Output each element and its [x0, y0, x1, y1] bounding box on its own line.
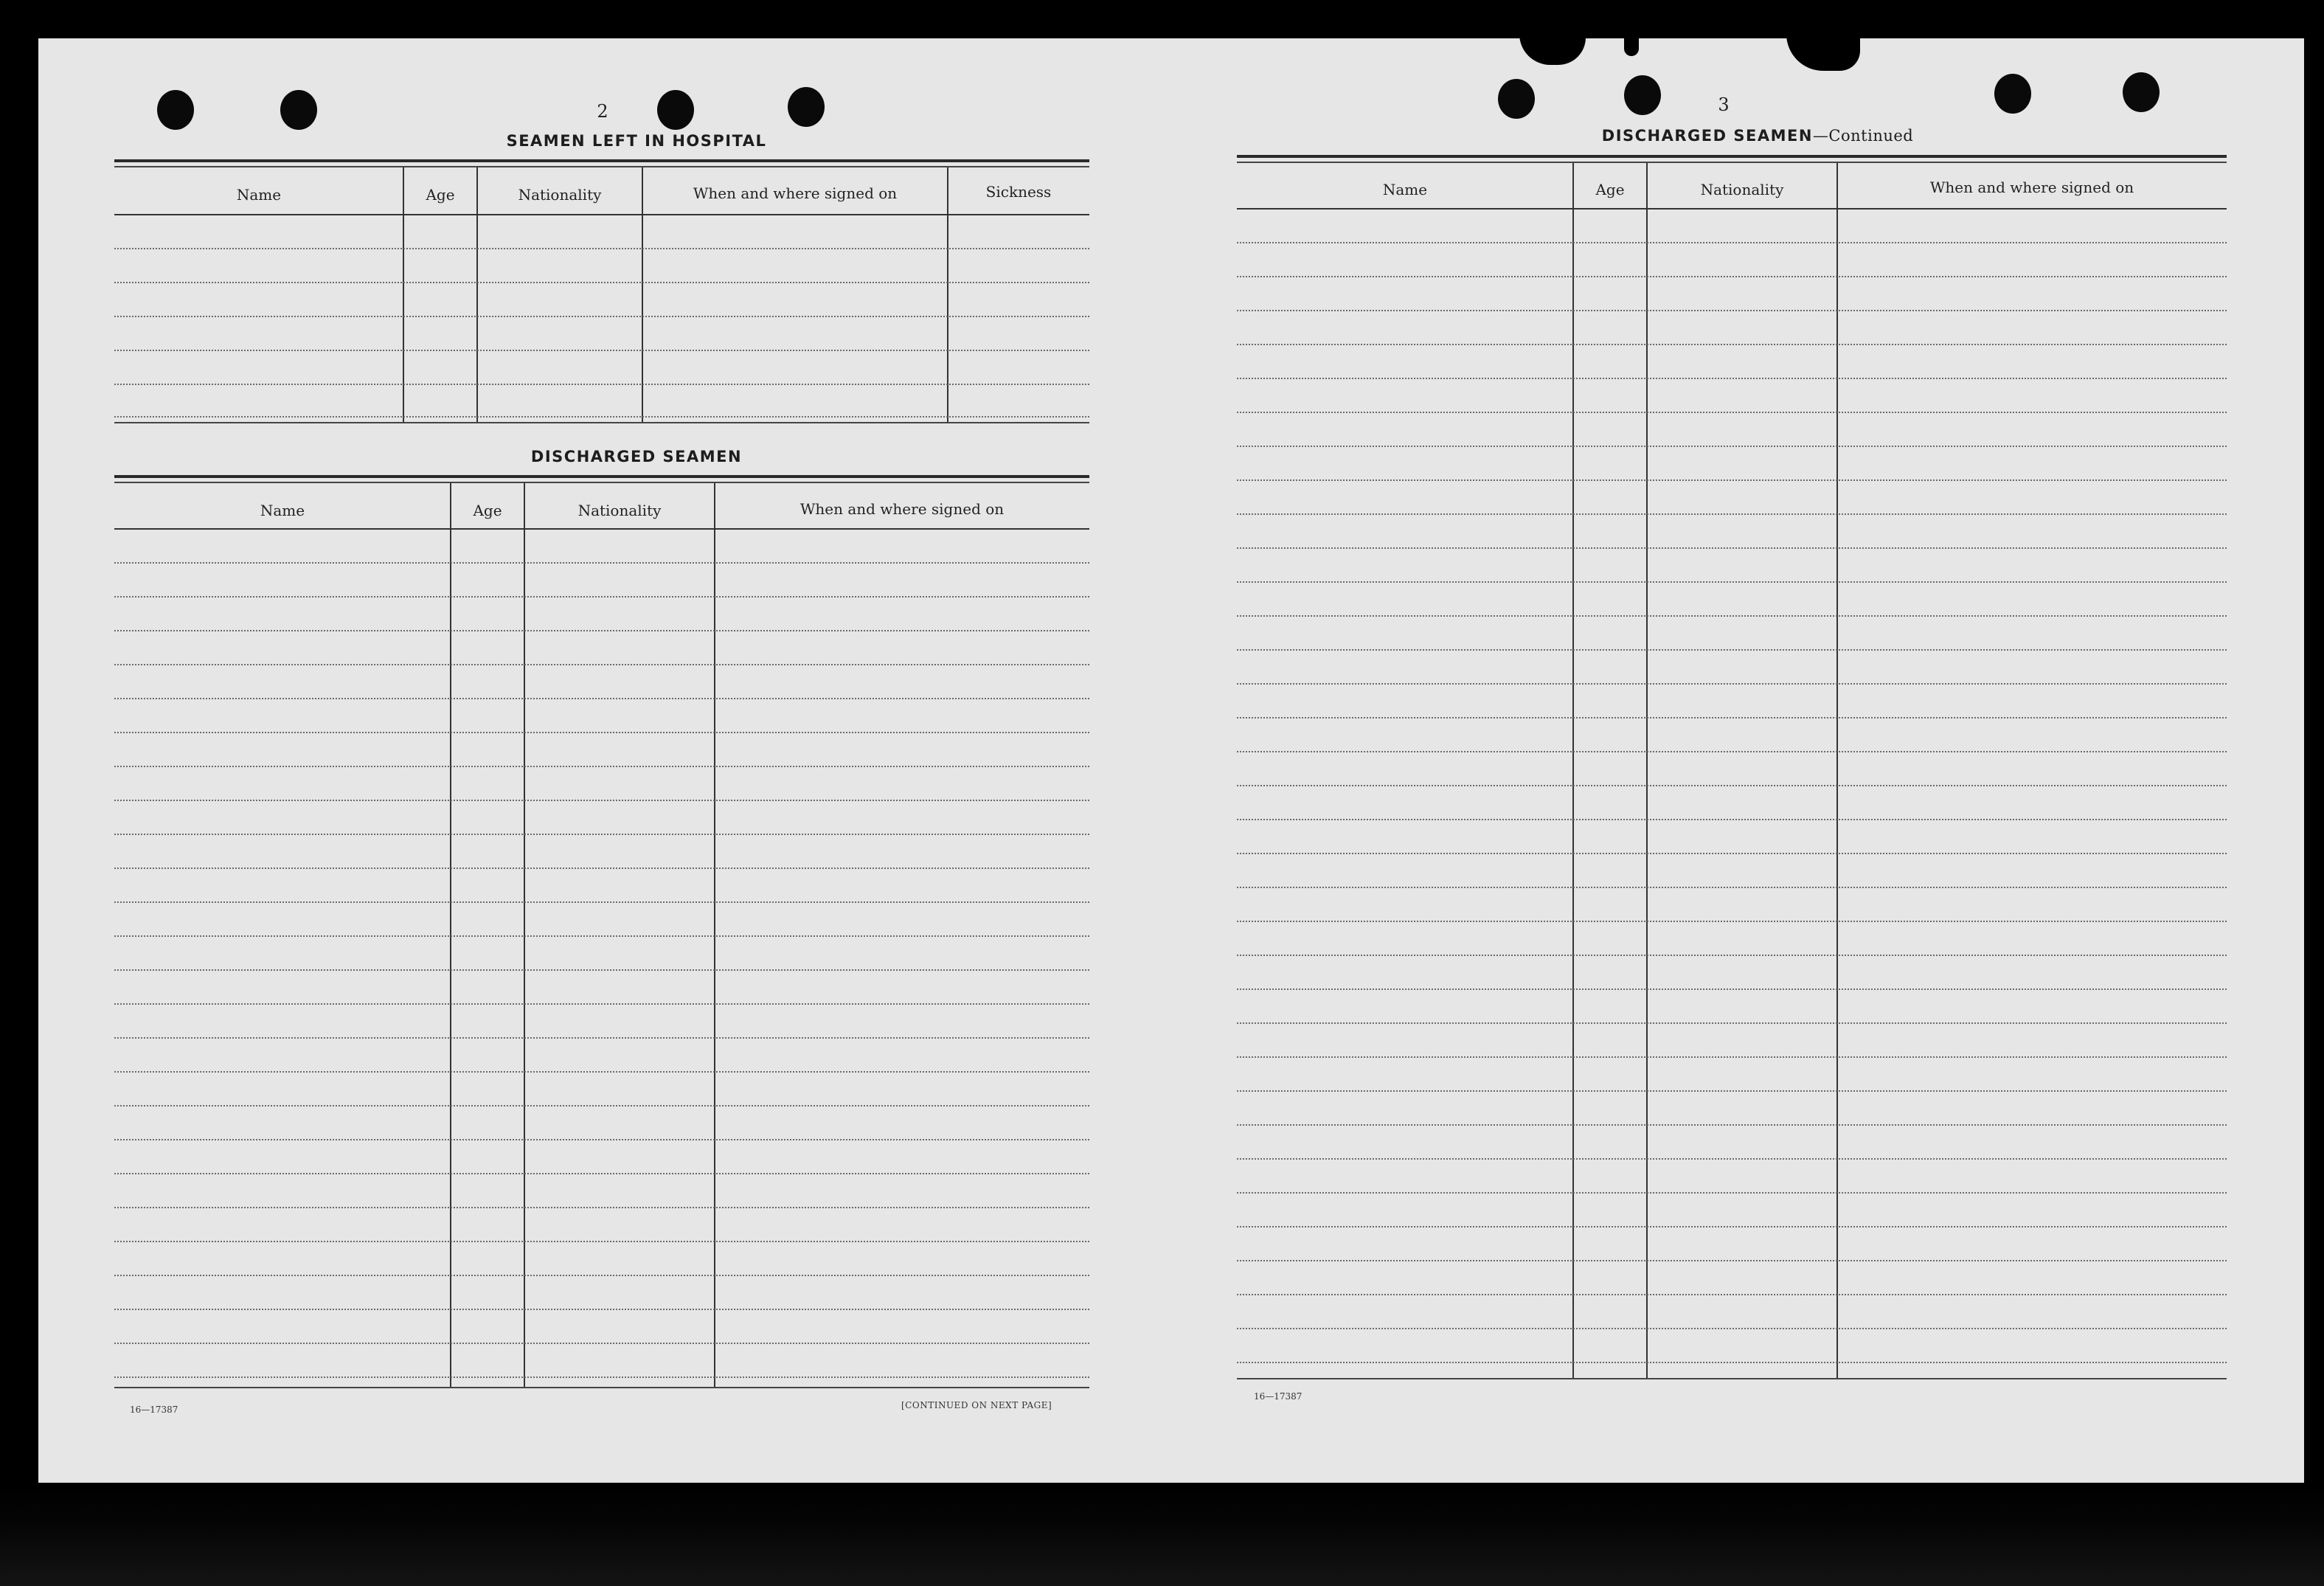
- punch-hole: [280, 90, 317, 130]
- punch-hole: [1624, 75, 1661, 115]
- table-top-rule: [1237, 162, 2227, 163]
- blank-entry-line: [1237, 310, 2227, 311]
- blank-entry-line: [1237, 819, 2227, 820]
- blank-entry-line: [1237, 1362, 2227, 1363]
- table-bottom-rule: [114, 1387, 1089, 1388]
- blank-entry-line: [114, 901, 1089, 903]
- blank-entry-line: [1237, 378, 2227, 379]
- table-top-rule: [1237, 155, 2227, 158]
- hospital-section-title: SEAMEN LEFT IN HOSPITAL: [506, 132, 767, 150]
- blank-entry-line: [114, 1207, 1089, 1208]
- blank-entry-line: [1237, 1226, 2227, 1227]
- discharged-continued-table: [1237, 155, 2227, 1424]
- column-header-signed-on: When and where signed on: [799, 500, 1005, 518]
- blank-entry-line: [1237, 785, 2227, 786]
- column-header-name: Name: [236, 186, 282, 204]
- punch-hole: [1498, 79, 1535, 119]
- continued-note: [CONTINUED ON NEXT PAGE]: [901, 1400, 1052, 1410]
- blank-entry-line: [1237, 581, 2227, 583]
- column-header-nationality: Nationality: [518, 186, 602, 204]
- blank-entry-line: [114, 416, 1089, 418]
- blank-entry-line: [1237, 1328, 2227, 1329]
- blank-entry-line: [1237, 1124, 2227, 1126]
- scan-border-top: [0, 0, 2324, 37]
- blank-entry-line: [1237, 615, 2227, 617]
- blank-entry-line: [114, 1309, 1089, 1310]
- section-title-text: DISCHARGED SEAMEN: [1601, 127, 1813, 145]
- blank-entry-line: [114, 562, 1089, 564]
- blank-entry-line: [1237, 649, 2227, 651]
- blank-entry-line: [114, 1037, 1089, 1039]
- column-divider: [1572, 163, 1574, 1379]
- blank-entry-line: [114, 596, 1089, 598]
- column-divider: [1646, 163, 1648, 1379]
- form-number: 16—17387: [130, 1405, 178, 1415]
- column-divider: [1836, 163, 1838, 1379]
- blank-entry-line: [1237, 1260, 2227, 1261]
- blank-entry-line: [114, 834, 1089, 835]
- blank-entry-line: [114, 766, 1089, 767]
- table-bottom-rule: [114, 422, 1089, 423]
- blank-entry-line: [114, 1343, 1089, 1344]
- blank-entry-line: [1237, 412, 2227, 413]
- blank-entry-line: [1237, 446, 2227, 447]
- blank-entry-line: [1237, 242, 2227, 243]
- paper-tear: [1519, 34, 1586, 65]
- blank-entry-line: [114, 384, 1089, 385]
- column-header-signed-on: When and where signed on: [1929, 179, 2134, 196]
- table-bottom-rule: [1237, 1378, 2227, 1379]
- page-number: 3: [1718, 94, 1730, 115]
- blank-entry-line: [1237, 1158, 2227, 1160]
- blank-entry-line: [1237, 751, 2227, 752]
- punch-hole: [788, 87, 825, 127]
- punch-hole: [2123, 72, 2160, 112]
- header-rule: [114, 528, 1089, 530]
- table-top-rule: [114, 159, 1089, 162]
- blank-entry-line: [1237, 955, 2227, 956]
- blank-entry-line: [114, 698, 1089, 699]
- blank-entry-line: [1237, 1090, 2227, 1092]
- column-header-sickness: Sickness: [985, 183, 1052, 201]
- column-header-age: Age: [426, 186, 455, 204]
- blank-entry-line: [1237, 344, 2227, 345]
- blank-entry-line: [114, 1003, 1089, 1005]
- column-header-signed-on: When and where signed on: [693, 184, 898, 202]
- blank-entry-line: [1237, 547, 2227, 549]
- header-rule: [114, 214, 1089, 215]
- blank-entry-line: [114, 1275, 1089, 1276]
- discharged-table: [114, 475, 1089, 1434]
- blank-entry-line: [1237, 1022, 2227, 1024]
- header-rule: [1237, 208, 2227, 209]
- blank-entry-line: [114, 800, 1089, 801]
- blank-entry-line: [114, 1241, 1089, 1242]
- document-spread: [38, 38, 2304, 1483]
- column-header-nationality: Nationality: [577, 502, 662, 519]
- blank-entry-line: [114, 969, 1089, 971]
- blank-entry-line: [1237, 887, 2227, 888]
- hospital-table: [114, 159, 1089, 435]
- blank-entry-line: [114, 1377, 1089, 1378]
- blank-entry-line: [1237, 683, 2227, 685]
- blank-entry-line: [1237, 513, 2227, 515]
- form-number: 16—17387: [1254, 1391, 1303, 1402]
- blank-entry-line: [1237, 717, 2227, 718]
- blank-entry-line: [1237, 853, 2227, 854]
- blank-entry-line: [114, 350, 1089, 351]
- blank-entry-line: [114, 248, 1089, 249]
- blank-entry-line: [114, 1173, 1089, 1174]
- scan-border-bottom: [0, 1483, 2324, 1586]
- blank-entry-line: [114, 1139, 1089, 1140]
- table-top-rule: [114, 482, 1089, 483]
- page-number: 2: [597, 101, 608, 122]
- column-header-nationality: Nationality: [1700, 181, 1784, 198]
- blank-entry-line: [114, 935, 1089, 937]
- punch-hole: [657, 90, 694, 130]
- punch-hole: [157, 90, 194, 130]
- blank-entry-line: [114, 664, 1089, 665]
- column-header-age: Age: [1595, 181, 1625, 198]
- paper-tear: [1786, 34, 1860, 71]
- blank-entry-line: [114, 1071, 1089, 1073]
- blank-entry-line: [1237, 988, 2227, 990]
- blank-entry-line: [114, 282, 1089, 283]
- blank-entry-line: [1237, 921, 2227, 922]
- blank-entry-line: [1237, 1294, 2227, 1295]
- column-header-age: Age: [473, 502, 502, 519]
- punch-hole: [1994, 74, 2031, 114]
- table-top-rule: [114, 475, 1089, 478]
- blank-entry-line: [114, 868, 1089, 869]
- table-top-rule: [114, 166, 1089, 167]
- blank-entry-line: [114, 316, 1089, 317]
- blank-entry-line: [1237, 1192, 2227, 1194]
- paper-tear: [1624, 34, 1639, 56]
- blank-entry-line: [1237, 276, 2227, 277]
- column-header-name: Name: [1382, 181, 1428, 198]
- blank-entry-line: [1237, 1056, 2227, 1058]
- blank-entry-line: [114, 630, 1089, 631]
- discharged-section-title: DISCHARGED SEAMEN: [530, 448, 743, 465]
- section-title-suffix: —Continued: [1812, 127, 1914, 145]
- blank-entry-line: [114, 1105, 1089, 1107]
- discharged-continued-title: [1270, 127, 2245, 145]
- blank-entry-line: [114, 732, 1089, 733]
- column-header-name: Name: [260, 502, 305, 519]
- blank-entry-line: [1237, 479, 2227, 481]
